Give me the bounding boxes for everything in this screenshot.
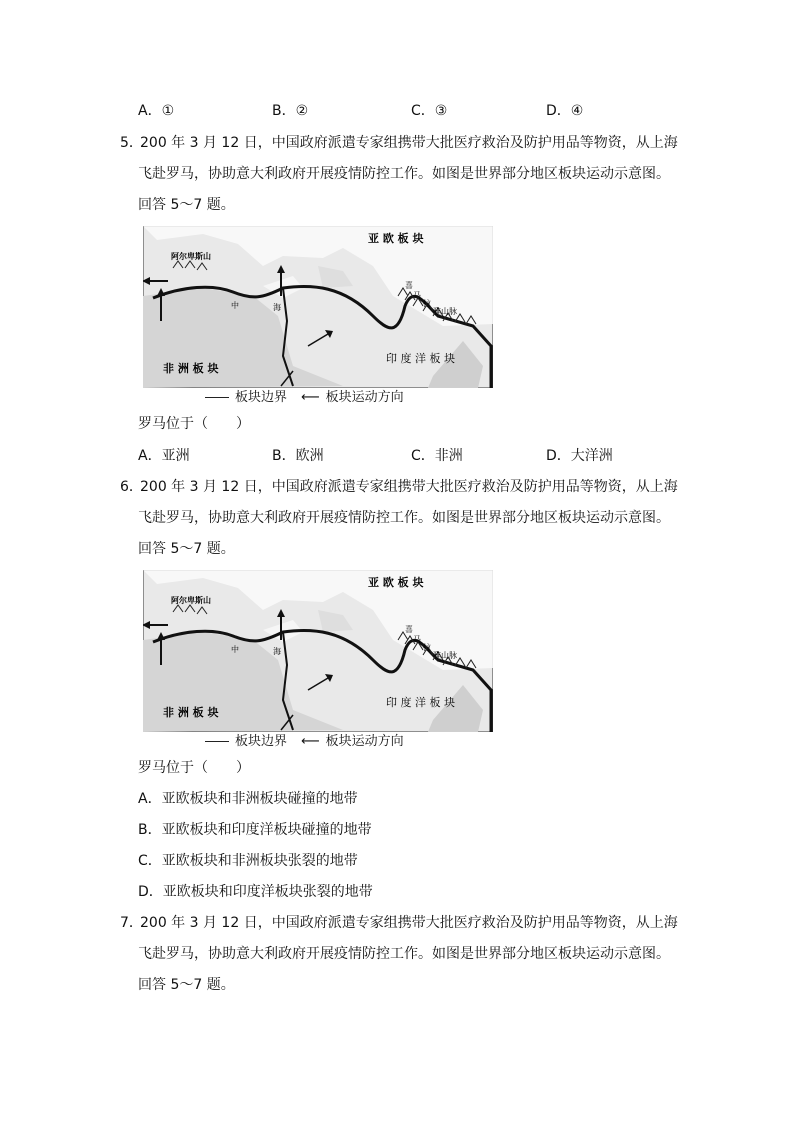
alps-label: 阿尔卑斯山	[171, 252, 211, 261]
himalaya-label-3: 拉	[423, 299, 431, 308]
q5-option-a: A．亚洲	[138, 448, 190, 464]
q4-option-c: C．③	[411, 103, 448, 119]
legend-boundary-2: 板块边界	[235, 734, 288, 749]
himalaya-label-2b: 马	[413, 635, 421, 644]
q6-option-c: C．亚欧板块和非洲板块张裂的地带	[138, 853, 358, 869]
q5-option-c: C．非洲	[411, 448, 463, 464]
eurasian-plate-label-2: 亚 欧 板 块	[368, 576, 424, 589]
q5-stem-line3: 回答 5～7 题。	[138, 197, 235, 213]
q4-option-a: A．①	[138, 103, 175, 119]
himalaya-label-4: 雅山脉	[433, 307, 457, 316]
q4-option-b: B．②	[272, 103, 309, 119]
q5-stem-line1: 200 年 3 月 12 日，中国政府派遣专家组携带大批医疗救治及防护用品等物资，从上海	[140, 135, 678, 151]
arrow-left-icon: ⟵	[301, 390, 320, 405]
boundary-line-symbol	[205, 397, 229, 398]
q6-prompt: 罗马位于（ ）	[138, 760, 250, 776]
plate-map	[143, 226, 493, 388]
boundary-line-symbol	[205, 741, 229, 742]
q7-stem-line3: 回答 5～7 题。	[138, 977, 235, 993]
sea-label-1b: 中	[231, 645, 239, 654]
himalaya-label-4b: 雅山脉	[433, 651, 457, 660]
indian-plate-label-2: 印 度 洋 板 块	[386, 696, 455, 709]
q6-stem-line2: 飞赴罗马，协助意大利政府开展疫情防控工作。如图是世界部分地区板块运动示意图。	[138, 510, 670, 526]
q5-option-d: D．大洋洲	[546, 448, 613, 464]
himalaya-label-3b: 拉	[423, 643, 431, 652]
q7-stem-line2: 飞赴罗马，协助意大利政府开展疫情防控工作。如图是世界部分地区板块运动示意图。	[138, 946, 670, 962]
eurasian-plate-label: 亚 欧 板 块	[368, 232, 424, 245]
q6-number: 6．	[120, 479, 143, 495]
alps-label-2: 阿尔卑斯山	[171, 596, 211, 605]
q6-stem-line3: 回答 5～7 题。	[138, 541, 235, 557]
african-plate-label: 非 洲 板 块	[163, 362, 219, 375]
q5-number: 5．	[120, 135, 143, 151]
legend-direction-2: 板块运动方向	[325, 734, 404, 749]
q5-option-b: B．欧洲	[272, 448, 324, 464]
map-legend	[205, 389, 404, 407]
arrow-left-icon: ⟵	[301, 734, 320, 749]
map-legend-2	[205, 733, 404, 751]
legend-boundary: 板块边界	[235, 390, 288, 405]
sea-label-2: 海	[273, 303, 281, 312]
q6-option-a: A．亚欧板块和非洲板块碰撞的地带	[138, 791, 358, 807]
himalaya-label-1b: 喜	[405, 625, 413, 634]
sea-label-1: 中	[231, 301, 239, 310]
sea-label-2b: 海	[273, 647, 281, 656]
q5-prompt: 罗马位于（ ）	[138, 416, 250, 432]
plate-map-2	[143, 570, 493, 732]
q5-stem-line2: 飞赴罗马，协助意大利政府开展疫情防控工作。如图是世界部分地区板块运动示意图。	[138, 166, 670, 182]
african-plate-label-2: 非 洲 板 块	[163, 706, 219, 719]
q6-option-d: D．亚欧板块和印度洋板块张裂的地带	[138, 884, 373, 900]
himalaya-label-1: 喜	[405, 281, 413, 290]
himalaya-label-2: 马	[413, 291, 421, 300]
q7-number: 7．	[120, 915, 143, 931]
legend-direction: 板块运动方向	[325, 390, 404, 405]
q4-option-d: D．④	[546, 103, 584, 119]
q7-stem-line1: 200 年 3 月 12 日，中国政府派遣专家组携带大批医疗救治及防护用品等物资，从上海	[140, 915, 678, 931]
q6-option-b: B．亚欧板块和印度洋板块碰撞的地带	[138, 822, 372, 838]
q6-stem-line1: 200 年 3 月 12 日，中国政府派遣专家组携带大批医疗救治及防护用品等物资，从上海	[140, 479, 678, 495]
indian-plate-label: 印 度 洋 板 块	[386, 352, 455, 365]
